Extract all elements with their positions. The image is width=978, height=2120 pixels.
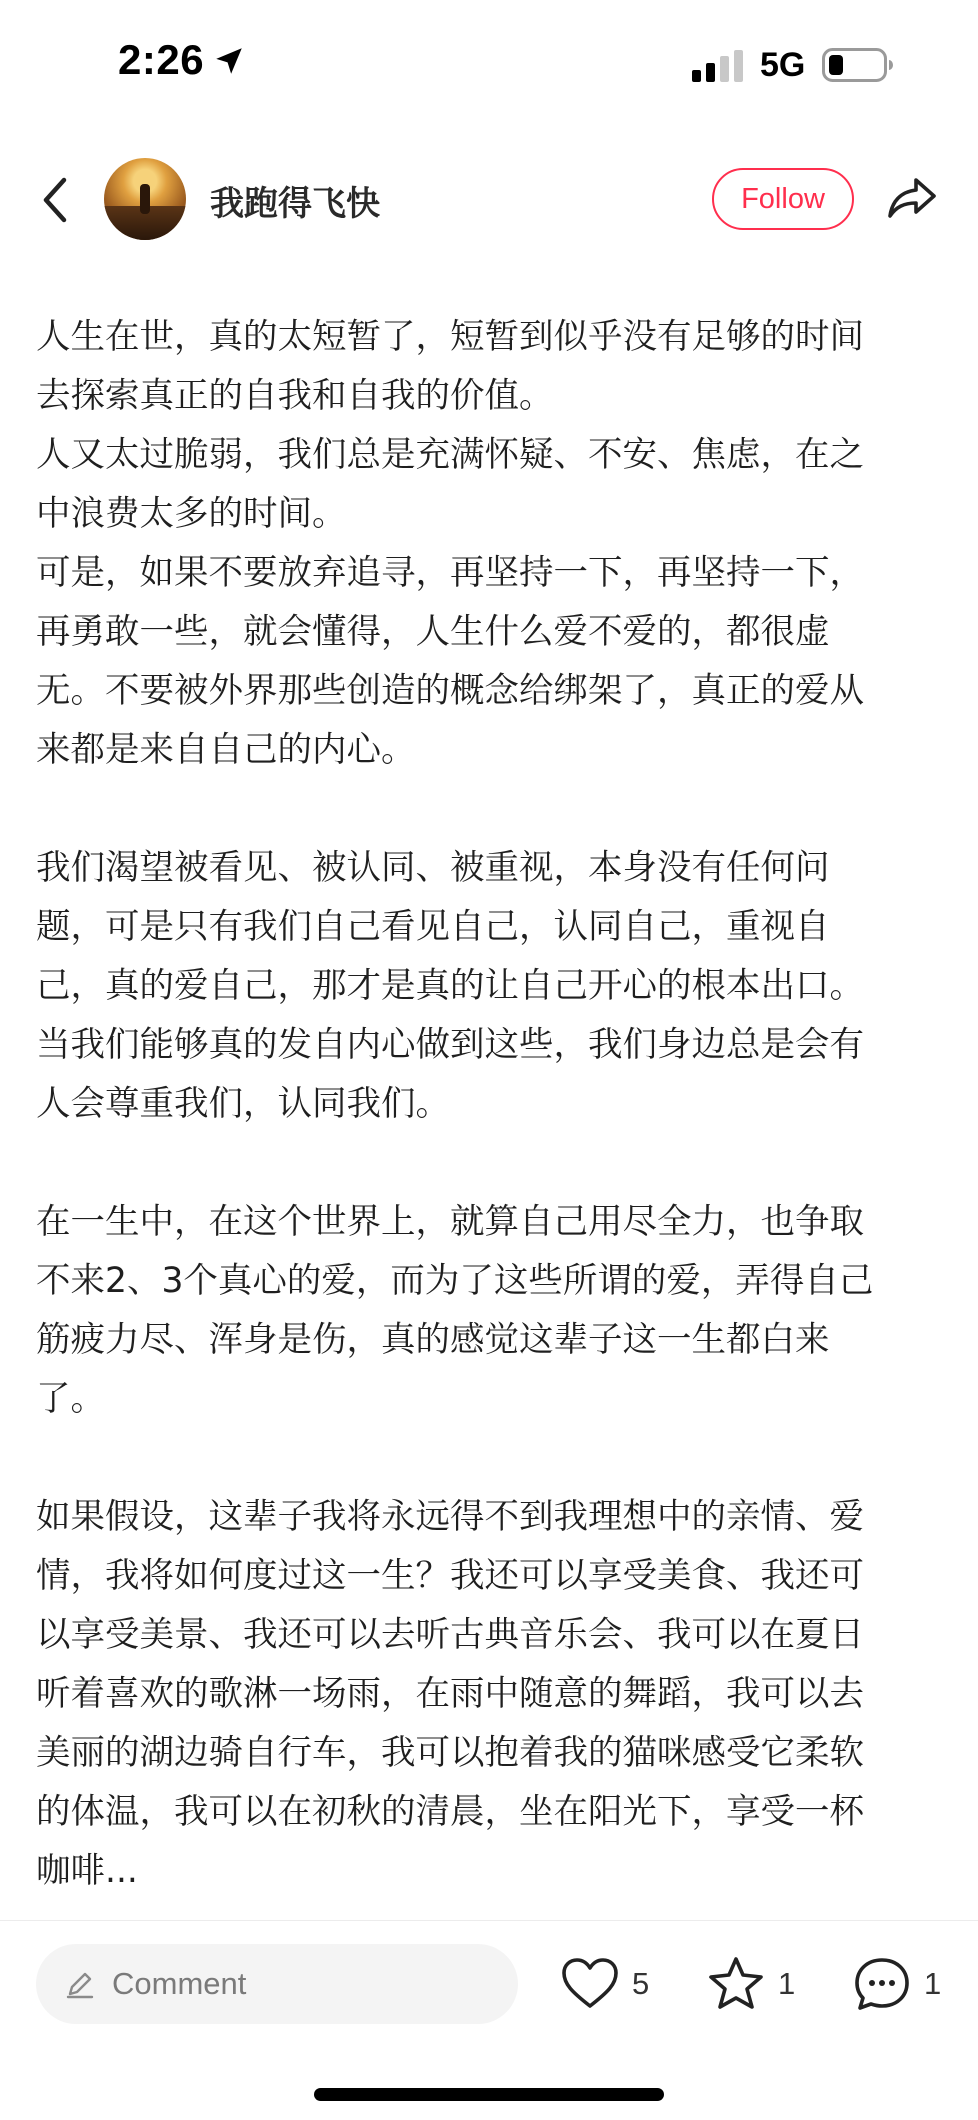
status-bar <box>0 0 978 130</box>
post-paragraph: 如果假设，这辈子我将永远得不到我理想中的亲情、爱 情，我将如何度过这一生？我还可以享受美食、我还可 以享受美景、我还可以去听古典音乐会、我可以在夏日 听着喜欢的歌淋一场雨，在雨中随意的舞蹈，我可以去 美丽的湖边骑自行车，我可以抱着我的猫咪感受它柔软 的体温，我可以在初秋的清晨，坐在阳光下，享受一杯 咖啡... <box>36 1497 864 1891</box>
pencil-icon <box>64 1968 96 2000</box>
comment-input[interactable] <box>36 1944 518 2024</box>
network-type-label: 5G <box>760 46 806 84</box>
status-time: 2:26 <box>118 36 205 83</box>
comment-button[interactable] <box>852 1952 941 2016</box>
share-icon[interactable] <box>884 170 940 226</box>
like-count: 5 <box>632 1966 650 2001</box>
home-indicator[interactable] <box>314 2088 664 2101</box>
collect-count: 1 <box>778 1966 796 2001</box>
heart-icon <box>560 1954 620 2014</box>
collect-button[interactable] <box>706 1952 795 2016</box>
avatar-figure <box>140 184 150 214</box>
like-button[interactable] <box>560 1952 649 2016</box>
cellular-signal-icon <box>692 50 744 82</box>
follow-button[interactable]: Follow <box>712 168 854 230</box>
comment-placeholder: Comment <box>112 1966 247 2001</box>
post-body <box>36 308 946 1960</box>
post-paragraph: 在一生中，在这个世界上，就算自己用尽全力，也争取 不来2、3个真心的爱，而为了这些所谓的爱，弄得自己 筋疲力尽、浑身是伤，真的感觉这辈子这一生都白来 了。 <box>36 1202 874 1419</box>
star-icon <box>706 1954 766 2014</box>
location-arrow-icon <box>212 44 246 78</box>
author-username[interactable]: 我跑得飞快 <box>210 184 380 224</box>
chat-bubble-icon <box>852 1954 912 2014</box>
author-avatar[interactable] <box>104 158 186 240</box>
battery-icon <box>822 48 894 82</box>
post-header <box>0 150 978 250</box>
post-paragraph: 我们渴望被看见、被认同、被重视，本身没有任何问 题，可是只有我们自己看见自己，认同自己，重视自 己，真的爱自己，那才是真的让自己开心的根本出口。 当我们能够真的发自内心做到这些，我们身边总是会有 人会尊重我们，认同我们。 <box>36 848 864 1124</box>
post-paragraph: 人生在世，真的太短暂了，短暂到似乎没有足够的时间 去探索真正的自我和自我的价值。 人又太过脆弱，我们总是充满怀疑、不安、焦虑，在之 中浪费太多的时间。 可是，如果不要放弃追寻，再坚持一下，再坚持一下， 再勇敢一些，就会懂得，人生什么爱不爱的，都很虚 无。不要被外界那些创造的概念给绑架了，真正的爱从 来都是来自自己的内心。 <box>36 317 864 770</box>
bottom-bar-divider <box>0 1920 978 1921</box>
back-chevron-icon[interactable] <box>36 174 76 226</box>
comment-count: 1 <box>924 1966 942 2001</box>
